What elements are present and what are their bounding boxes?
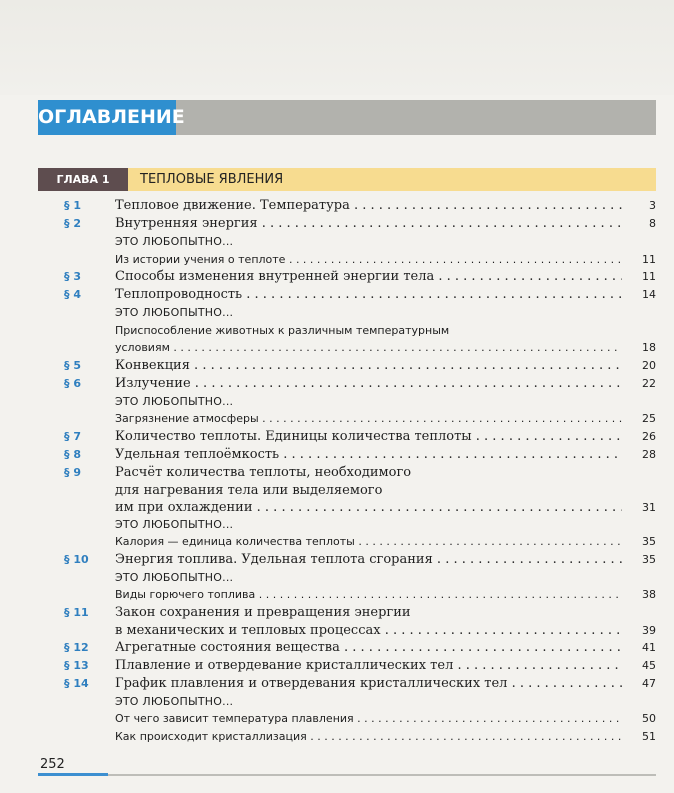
- page-number: 41: [622, 639, 656, 657]
- entry-title: Закон сохранения и превращения энергии: [115, 604, 411, 620]
- footer-rule: [108, 774, 656, 776]
- page-number: 18: [622, 339, 656, 357]
- section-number: § 12: [64, 640, 89, 654]
- toc-subentry[interactable]: [38, 322, 656, 340]
- entry-title: Количество теплоты. Единицы количества теплоты . . .: [115, 428, 622, 446]
- toc-subentry[interactable]: [38, 533, 656, 551]
- section-number: § 8: [64, 447, 81, 461]
- entry-title: Теплопроводность . . .: [115, 286, 622, 304]
- page-number: 26: [622, 428, 656, 446]
- chapter-label: ГЛАВА 1: [38, 168, 128, 191]
- subentry-title: От чего зависит температура плавления . . .: [115, 710, 622, 728]
- curio-label: ЭТО ЛЮБОПЫТНО...: [115, 235, 234, 248]
- entry-title: Излучение . . .: [115, 375, 622, 393]
- subentry-title: Как происходит кристаллизация . . .: [115, 728, 622, 746]
- section-number: § 1: [64, 199, 81, 212]
- toc-entry[interactable]: [38, 375, 656, 393]
- page-number: 47: [622, 675, 656, 693]
- section-number: § 2: [64, 217, 81, 230]
- page-number: 11: [622, 251, 656, 269]
- curio-label: ЭТО ЛЮБОПЫТНО...: [115, 694, 234, 708]
- entry-title: Внутренняя энергия . . .: [115, 215, 622, 233]
- subentry-title: Калория — единица количества теплоты . . .: [115, 533, 622, 551]
- subentry-title: Загрязнение атмосферы . . .: [115, 410, 622, 428]
- toc-curio-heading: [38, 516, 656, 534]
- toc-entry[interactable]: [38, 357, 656, 375]
- toc-subentry[interactable]: [38, 586, 656, 604]
- toc-entry[interactable]: [38, 428, 656, 446]
- toc-subentry[interactable]: [38, 339, 656, 357]
- toc-entry[interactable]: [38, 657, 656, 675]
- entry-title: Тепловое движение. Температура . . .: [115, 197, 622, 215]
- section-number: § 5: [64, 358, 81, 372]
- toc-entry[interactable]: [38, 639, 656, 657]
- toc-entry-continuation[interactable]: [38, 499, 656, 516]
- toc-entry[interactable]: [38, 604, 656, 622]
- page-number: 14: [622, 286, 656, 304]
- section-number: § 4: [64, 288, 81, 301]
- footer-rule-accent: [38, 773, 108, 776]
- entry-title: Удельная теплоёмкость . . .: [115, 446, 622, 464]
- subentry-title: Из истории учения о теплоте . . .: [115, 251, 622, 269]
- entry-title: в механических и тепловых процессах . . .: [115, 622, 622, 639]
- toc-list: [38, 197, 656, 745]
- entry-title: Энергия топлива. Удельная теплота сгорания . . .: [115, 551, 622, 569]
- toc-curio-heading: [38, 393, 656, 411]
- section-number: § 3: [64, 270, 81, 283]
- entry-title: Агрегатные состояния вещества . . .: [115, 639, 622, 657]
- toc-subentry[interactable]: [38, 710, 656, 728]
- entry-title: Плавление и отвердевание кристаллических тел . . .: [115, 657, 622, 675]
- section-number: § 9: [64, 465, 81, 479]
- page-number: 35: [622, 533, 656, 551]
- toc-entry-continuation[interactable]: [38, 622, 656, 639]
- toc-subentry[interactable]: [38, 251, 656, 269]
- section-number: § 6: [64, 376, 81, 390]
- toc-entry-continuation[interactable]: [38, 482, 656, 499]
- toc-entry[interactable]: [38, 286, 656, 304]
- subentry-title: условиям . . .: [115, 339, 622, 357]
- page-number: 3: [622, 197, 656, 215]
- subentry-title: Приспособление животных к различным температурным: [115, 323, 450, 337]
- page-number: 39: [622, 622, 656, 639]
- toc-entry[interactable]: [38, 446, 656, 464]
- toc-curio-heading: [38, 569, 656, 587]
- page-top-margin: [0, 0, 674, 95]
- toc-curio-heading: [38, 233, 656, 251]
- entry-title: Способы изменения внутренней энергии тела . . .: [115, 268, 622, 286]
- chapter-bar: [38, 168, 656, 191]
- toc-entry[interactable]: [38, 464, 656, 482]
- page-number: 31: [622, 499, 656, 516]
- toc-subentry[interactable]: [38, 728, 656, 746]
- page-number: 22: [622, 375, 656, 393]
- toc-entry[interactable]: [38, 215, 656, 233]
- entry-title: им при охлаждении . . .: [115, 499, 622, 516]
- page-number: 25: [622, 410, 656, 428]
- section-number: § 11: [64, 605, 89, 619]
- toc-entry[interactable]: [38, 551, 656, 569]
- curio-label: ЭТО ЛЮБОПЫТНО...: [115, 394, 234, 408]
- page-number: 20: [622, 357, 656, 375]
- page-number: 11: [622, 268, 656, 286]
- page-number: 45: [622, 657, 656, 675]
- toc-entry[interactable]: [38, 197, 656, 215]
- section-number: § 13: [64, 658, 89, 672]
- entry-title: График плавления и отвердевания кристаллических тел . . .: [115, 675, 622, 693]
- curio-label: ЭТО ЛЮБОПЫТНО...: [115, 570, 234, 584]
- toc-entry[interactable]: [38, 675, 656, 693]
- entry-title: Конвекция . . .: [115, 357, 622, 375]
- toc-curio-heading: [38, 304, 656, 322]
- page-number: 51: [622, 728, 656, 746]
- subentry-title: Виды горючего топлива . . .: [115, 586, 622, 604]
- page-number: 35: [622, 551, 656, 569]
- toc-header-bar: [38, 100, 656, 135]
- footer-page-number: 252: [40, 757, 65, 772]
- page-number: 38: [622, 586, 656, 604]
- section-number: § 10: [64, 552, 89, 566]
- chapter-title: ТЕПЛОВЫЕ ЯВЛЕНИЯ: [140, 172, 284, 187]
- entry-title: для нагревания тела или выделяемого: [115, 482, 383, 498]
- entry-title: Расчёт количества теплоты, необходимого: [115, 464, 412, 480]
- section-number: § 14: [64, 676, 89, 690]
- page-number: 8: [622, 215, 656, 233]
- toc-curio-heading: [38, 693, 656, 711]
- section-number: § 7: [64, 429, 81, 443]
- toc-subentry[interactable]: [38, 410, 656, 428]
- page-number: 50: [622, 710, 656, 728]
- curio-label: ЭТО ЛЮБОПЫТНО...: [115, 306, 234, 319]
- toc-entry[interactable]: [38, 268, 656, 286]
- curio-label: ЭТО ЛЮБОПЫТНО...: [115, 517, 234, 531]
- toc-title: ОГЛАВЛЕНИЕ: [38, 100, 176, 135]
- page-number: 28: [622, 446, 656, 464]
